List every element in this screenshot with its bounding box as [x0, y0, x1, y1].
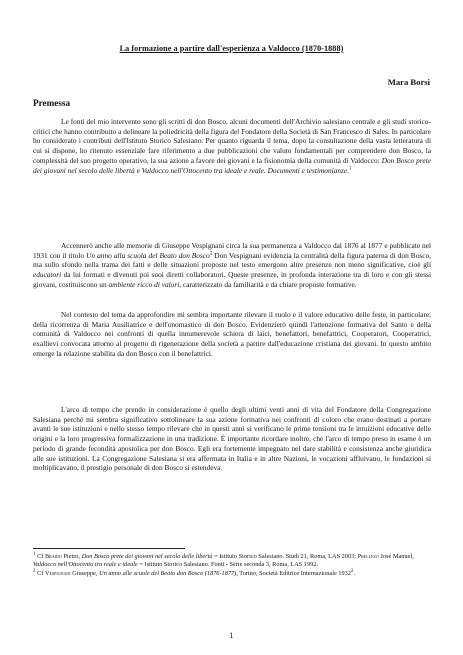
- footnote-ref-2[interactable]: 2: [209, 251, 213, 257]
- author-name: Mara Borsi: [387, 77, 430, 87]
- fn2-d: .: [353, 570, 356, 577]
- fn1-b: Pietro,: [61, 553, 82, 560]
- book-title-3: Un anno alla scuola del Beato don Bosco: [86, 250, 210, 260]
- p1-text: Le fonti del mio intervento sono gli scritti di don Bosco, alcuni documenti dell'Archivio salesiano centrale e gli studi storico-critici che hanno contribuito a delineare la poliedricità della figura del Fondatore della Società di San Francesco di Sales. In particolare ho considerato i contributi dell'Istituto Storico Salesiano. Per quanto riguarda il tema, dopo la consultazione della vasta letteratura di cui si dispone, ho ritenuto essenziale fare riferimento a due pubblicazioni che valuto fondamentali per comprendere don Bosco, la complessità del suo progetto operativo, la sua azione a favore dei giovani e la fisionomia della comunità di Valdocco:: [33, 117, 431, 165]
- p4-text: L'arco di tempo che prendo in considerazione è quello degli ultimi venti anni di vita del Fondatore della Congregazione Salesiana perché mi sembra significativo sottolineare la sua azione formativa nei confronti di coloro che erano destinati a portare avanti le sue istituzioni e nello stesso tempo rilevare che in questi anni si verificano le prime tensioni tra le intuizioni educative delle origini e la loro progressiva formalizzazione in una tradizione. È importante ricordare inoltre, che l'arco di tempo preso in esame è un periodo di grande fecondità apostolica per don Bosco. Egli era fortemente impegnato nel dare stabilità e consistenza anche giuridica alle sue istituzioni. La Congregazione Salesiana si era affermata in Italia e in altre Nazioni, le vocazioni affluivano, le fondazioni si moltiplicavano, il prestigio personale di don Bosco si estendeva.: [33, 405, 431, 473]
- p1-connector: e: [134, 165, 142, 175]
- emphasis-ambiente: ambiente ricco di valori: [108, 279, 180, 289]
- emphasis-educatori: educatori: [33, 270, 62, 280]
- footnote-divider: [33, 548, 185, 549]
- p3-text: Nel contesto del tema da approfondire mi sembra importante rilevare il ruolo e il valore educativo delle feste, in particolare, della ricorrenza di Maria Ausiliatrice e dell'onomastico di don Bosco. Evidenzierò quindi l'attenzione formativa del Santo e della comunità di Valdocco nei confronti di quella innumerevole schiera di laici, benefattori, benefattrici, Cooperatori, Cooperatrici, exallievi convocata attorno al progetto di rigenerazione della società a partire dall'educazione cristiana dei giovani. In questo ambito emerge la relazione stabilita da don Bosco con il benefattrici.: [33, 310, 431, 358]
- paragraph-4: [33, 405, 431, 473]
- fn2-edition-sup: 2: [350, 568, 354, 574]
- section-heading: Premessa: [33, 98, 71, 108]
- fn1-c: = Istituto Storico Salesiano. Studi 21, Roma, LAS 2003;: [212, 553, 358, 560]
- fn2-a: Cf: [35, 570, 45, 577]
- p1-end: .: [347, 165, 349, 175]
- p2-text-b: Don Vespignani evidenzia la centralità della figura paterna di don Bosco, ma sullo sfondo nella trama dei fatti e delle situazioni proposte nel testo emergono altre presenze non meno significative, cioè gli: [33, 250, 431, 270]
- page-number: 1: [229, 631, 234, 640]
- fn1-author-2: Prellezo: [357, 553, 379, 560]
- fn2-author: Vespignani: [44, 570, 71, 577]
- fn1-a: Cf: [35, 553, 45, 560]
- footnote-1: [33, 553, 431, 569]
- book-title-2: Valdocco nell'Ottocento tra ideale e reale. Documenti e testimonianze: [141, 165, 348, 175]
- p2-text-d: , caratterizzato da familiarità e da chiare proposte formative.: [179, 279, 357, 289]
- p2-text-c: da lui formati e divenuti poi suoi diretti collaboratori. Queste presenze, in profonda interazione tra di loro e con gli stessi giovani, costituiscono un: [33, 270, 431, 289]
- document-title: [0, 44, 463, 53]
- p2-text-a: Accennerò anche alle memorie di Giuseppe Vespignani circa la sua permanenza a Valdocco dal 1876 al 1877 e pubblicate nel 1931 con il titolo: [33, 241, 431, 260]
- footnote-2-number: 2: [33, 568, 36, 574]
- footnotes: [33, 553, 431, 579]
- fn2-title: Un anno alle scuole del Beato don Bosco (1876-1877): [99, 570, 237, 577]
- fn2-c: , Torino, Società Editrice Internazionale 1932: [236, 570, 351, 577]
- fn1-title-1: Don Bosco prete dei giovani nel secolo delle libertà: [81, 553, 213, 560]
- footnote-ref-1[interactable]: 1: [349, 166, 352, 172]
- book-title-1: Don Bosco prete dei giovani nel secolo delle libertà: [33, 155, 431, 175]
- footnote-2: [33, 570, 431, 578]
- paragraph-3: [33, 310, 431, 359]
- paragraph-1: [33, 117, 431, 175]
- footnote-1-number: 1: [33, 551, 36, 557]
- fn1-author-1: Braido: [44, 553, 62, 560]
- fn1-e: = Istituto Storico Salesiano. Fonti - Serie seconda 3, Roma, LAS 1992.: [137, 561, 319, 568]
- fn1-d: José Manuel,: [378, 553, 414, 560]
- fn1-title-2: Valdocco nell'Ottocento tra reale e ideale: [33, 561, 138, 568]
- title-text: La formazione a partire dall'esperienza a Valdocco (1870-1888): [119, 44, 344, 53]
- fn2-b: Giuseppe,: [70, 570, 100, 577]
- paragraph-2: [33, 241, 431, 290]
